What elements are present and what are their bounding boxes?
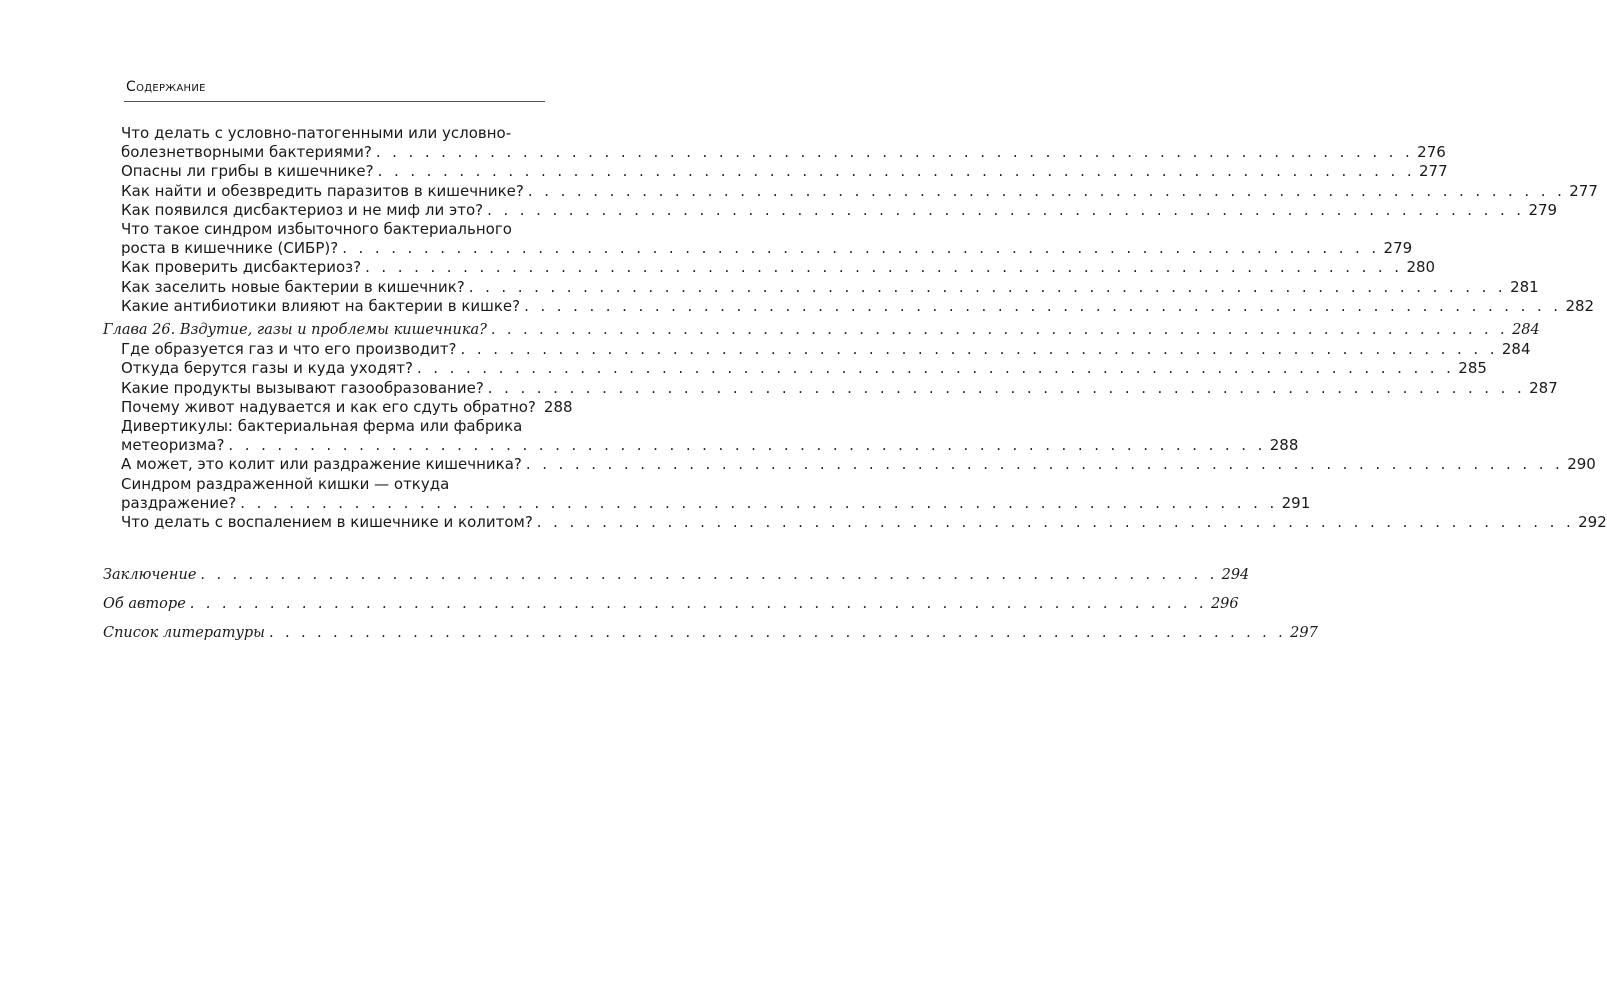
- toc-entry-title: А может, это колит или раздражение кишечника?: [121, 455, 522, 474]
- toc-page-number: 277: [1418, 162, 1448, 181]
- toc-entry[interactable]: [121, 436, 1299, 455]
- toc-entry-title: Какие продукты вызывают газообразование?: [121, 378, 484, 397]
- toc-page-number: 280: [1406, 258, 1436, 277]
- dot-leader: . . . . . . . . . . . . . . . . . . . . . . . . . . . . . . . . . . . . . . . . . . . . . . . . . . . . . . . . . . . . . . . .: [468, 277, 1507, 296]
- running-header: Содержание: [126, 79, 206, 95]
- toc-page-number: 290: [1567, 455, 1596, 474]
- dot-leader: . . . . . . . . . . . . . . . . . . . . . . . . . . . . . . . . . . . . . . . . . . . . . . . . . . . . . . . . . . . . . . . .: [487, 378, 1526, 397]
- toc-entry[interactable]: [121, 340, 1531, 359]
- toc-entry-title: Опасны ли грибы в кишечнике?: [121, 162, 374, 181]
- toc-page-number: 281: [1510, 277, 1539, 296]
- toc-page-number: 291: [1281, 493, 1311, 512]
- dot-leader: . . . . . . . . . . . . . . . . . . . . . . . . . . . . . . . . . . . . . . . . . . . . . . . . . . . . . . . . . . . . . . . .: [189, 596, 1207, 612]
- toc-entry[interactable]: [121, 296, 1595, 316]
- toc-entry[interactable]: [121, 398, 572, 417]
- dot-leader: . . . . . . . . . . . . . . . . . . . . . . . . . . . . . . . . . . . . . . . . . . . . . . . . . . . . . . . . . . . . . . . .: [365, 258, 1403, 277]
- toc-entry[interactable]: [121, 162, 1448, 181]
- dot-leader: . . . . . . . . . . . . . . . . . . . . . . . . . . . . . . . . . . . . . . . . . . . . . . . . . . . . . . . . . . . . . . . .: [228, 436, 1266, 455]
- toc-page-number: 282: [1565, 296, 1595, 315]
- toc-entry[interactable]: [121, 239, 1413, 258]
- dot-leader: . . . . . . . . . . . . . . . . . . . . . . . . . . . . . . . . . . . . . . . . . . . . . . . . . . . . . . . . . . . . . . . .: [200, 567, 1218, 583]
- toc-entry[interactable]: [121, 359, 1487, 378]
- toc-entry-title: Почему живот надувается и как его сдуть обратно?: [121, 397, 536, 416]
- toc-entry-title: Как проверить дисбактериоз?: [121, 258, 362, 277]
- toc-entry-title: Откуда берутся газы и куда уходят?: [121, 359, 413, 378]
- toc-entry[interactable]: [121, 181, 1598, 201]
- dot-leader: . . . . . . . . . . . . . . . . . . . . . . . . . . . . . . . . . . . . . . . . . . . . . . . . . . . . . . . . . . . . . . . .: [490, 322, 1509, 338]
- back-matter-entry[interactable]: [103, 624, 1318, 643]
- toc-page-number: 279: [1528, 200, 1558, 219]
- dot-leader: . . . . . . . . . . . . . . . . . . . . . . . . . . . . . . . . . . . . . . . . . . . . . . . . . . . . . . . . . . . . . . . .: [240, 493, 1278, 512]
- toc-entry-title: Список литературы: [103, 625, 265, 641]
- toc-entry-title: Как появился дисбактериоз и не миф ли это?: [121, 200, 484, 219]
- dot-leader: . . . . . . . . . . . . . . . . . . . . . . . . . . . . . . . . . . . . . . . . . . . . . . . . . . . . . . . . . . . . . . . .: [525, 455, 1564, 474]
- toc-entry-line: Синдром раздраженной кишки — откуда: [121, 474, 450, 493]
- header-rule: [124, 101, 545, 102]
- toc-entry-title: Что делать с воспалением в кишечнике и колитом?: [121, 513, 533, 531]
- toc-page-number: 296: [1210, 596, 1239, 612]
- chapter-heading[interactable]: [103, 321, 1540, 340]
- toc-entry-title: Об авторе: [103, 596, 186, 612]
- dot-leader: . . . . . . . . . . . . . . . . . . . . . . . . . . . . . . . . . . . . . . . . . . . . . . . . . . . . . . . . . . . . . . . .: [416, 359, 1455, 378]
- dot-leader: . . . . . . . . . . . . . . . . . . . . . . . . . . . . . . . . . . . . . . . . . . . . . . . . . . . . . . . . . . . . . . . .: [342, 239, 1380, 258]
- toc-page-number: 288: [1269, 436, 1299, 455]
- dot-leader: . . . . . . . . . . . . . . . . . . . . . . . . . . . . . . . . . . . . . . . . . . . . . . . . . . . . . . . . . . . . . . . .: [460, 340, 1498, 359]
- toc-page-number: 297: [1290, 625, 1318, 641]
- toc-page-number: 279: [1383, 239, 1413, 258]
- toc-entry[interactable]: [121, 378, 1558, 398]
- toc-entry-line: Что такое синдром избыточного бактериального: [121, 220, 512, 238]
- toc-entry[interactable]: [121, 258, 1436, 277]
- dot-leader: . . . . . . . . . . . . . . . . . . . . . . . . . . . . . . . . . . . . . . . . . . . . . . . . . . . . . . . . . . . . . . . .: [375, 143, 1414, 162]
- toc-entry[interactable]: [121, 143, 1446, 162]
- toc-page-number: 287: [1529, 378, 1558, 397]
- toc-entry-title: болезнетворными бактериями?: [121, 143, 372, 162]
- toc-page-number: 292: [1578, 513, 1607, 531]
- toc-entry-title: Заключение: [103, 567, 197, 583]
- toc-entry-line: Дивертикулы: бактериальная ферма или фабрика: [121, 417, 523, 435]
- toc-entry-title: Как найти и обезвредить паразитов в кишечнике?: [121, 181, 524, 200]
- toc-entry-title: Как заселить новые бактерии в кишечник?: [121, 277, 465, 296]
- toc-page-number: 276: [1417, 143, 1446, 162]
- toc-page-number: 277: [1569, 181, 1598, 200]
- toc-entry-title: Какие антибиотики влияют на бактерии в кишке?: [121, 296, 521, 315]
- dot-leader: . . . . . . . . . . . . . . . . . . . . . . . . . . . . . . . . . . . . . . . . . . . . . . . . . . . . . . . . . . . . . . . .: [487, 200, 1525, 219]
- toc-entry[interactable]: [121, 277, 1539, 297]
- dot-leader: . . . . . . . . . . . . . . . . . . . . . . . . . . . . . . . . . . . . . . . . . . . . . . . . . . . . . . . . . . . . . . . .: [536, 513, 1575, 531]
- toc-entry-title: роста в кишечнике (СИБР)?: [121, 239, 339, 258]
- toc-entry-line: Что делать с условно-патогенными или условно-: [121, 124, 512, 142]
- toc-entry[interactable]: [121, 513, 1607, 532]
- back-matter-entry[interactable]: [103, 566, 1250, 585]
- toc-entry[interactable]: [121, 200, 1558, 220]
- dot-leader: . . . . . . . . . . . . . . . . . . . . . . . . . . . . . . . . . . . . . . . . . . . . . . . . . . . . . . . . . . . . . . . .: [268, 625, 1287, 641]
- toc-entry-title: Где образуется газ и что его производит?: [121, 340, 457, 359]
- toc-entry-title: раздражение?: [121, 493, 237, 512]
- toc-page-number: 288: [543, 397, 573, 416]
- dot-leader: . . . . . . . . . . . . . . . . . . . . . . . . . . . . . . . . . . . . . . . . . . . . . . . . . . . . . . . . . . . . . . . .: [524, 296, 1562, 315]
- toc-entry-title: метеоризма?: [121, 436, 225, 455]
- toc-entry-title: Глава 26. Вздутие, газы и проблемы кишечника?: [103, 322, 487, 338]
- back-matter-entry[interactable]: [103, 595, 1239, 614]
- toc-page-number: 285: [1458, 359, 1487, 378]
- toc-entry[interactable]: [121, 455, 1596, 474]
- toc-page-number: 294: [1221, 567, 1250, 583]
- toc-entry[interactable]: [121, 493, 1311, 513]
- dot-leader: . . . . . . . . . . . . . . . . . . . . . . . . . . . . . . . . . . . . . . . . . . . . . . . . . . . . . . . . . . . . . . . .: [527, 181, 1566, 200]
- toc-page-number: 284: [1501, 340, 1531, 359]
- toc-page-number: 284: [1512, 322, 1540, 338]
- dot-leader: . . . . . . . . . . . . . . . . . . . . . . . . . . . . . . . . . . . . . . . . . . . . . . . . . . . . . . . . . . . . . . . .: [377, 162, 1415, 181]
